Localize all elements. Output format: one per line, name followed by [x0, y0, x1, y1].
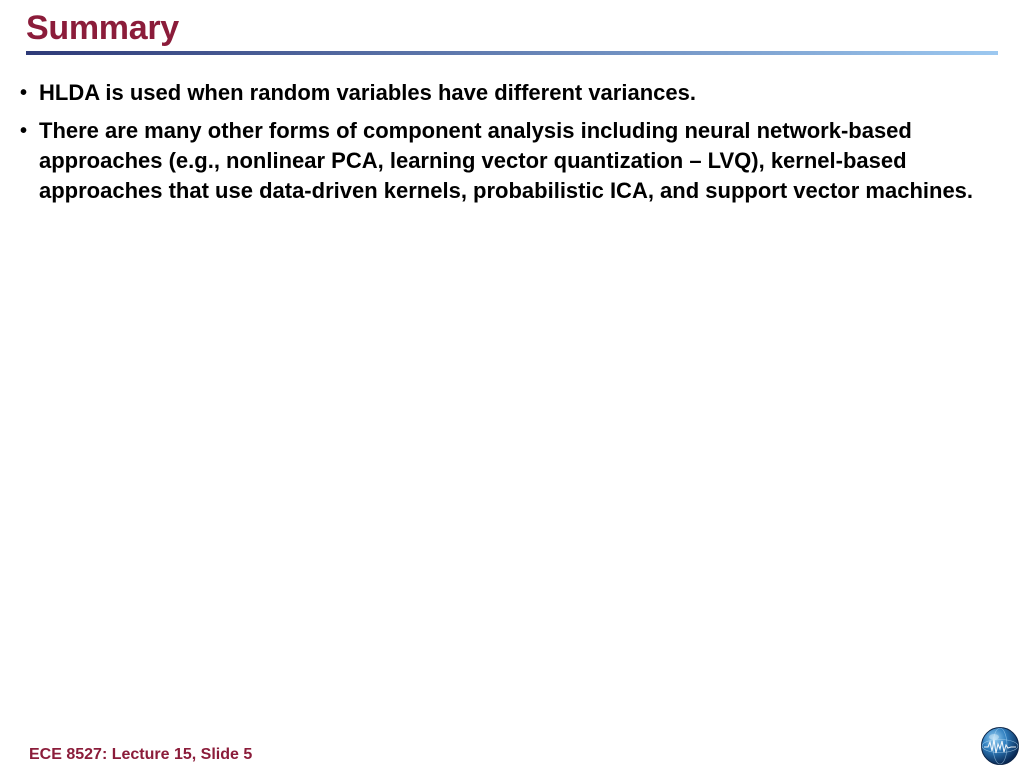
slide-footer: ECE 8527: Lecture 15, Slide 5: [29, 746, 253, 763]
title-underline: [26, 51, 998, 55]
bullet-text: HLDA is used when random variables have different variances.: [39, 80, 696, 105]
bullet-text: There are many other forms of component analysis including neural network-based approaches (e.g., nonlinear PCA, learning vector quantization – LVQ), kernel-based approaches that use data-driven kernels, probabilistic ICA, and support vector machines.: [39, 118, 974, 203]
slide-title: Summary: [26, 9, 179, 47]
bullet-marker: •: [20, 120, 28, 142]
globe-logo-icon: [980, 726, 1020, 766]
bullet-item: [20, 78, 990, 108]
bullet-marker: •: [20, 82, 28, 104]
bullet-list: [20, 78, 990, 214]
bullet-item: [20, 116, 990, 206]
